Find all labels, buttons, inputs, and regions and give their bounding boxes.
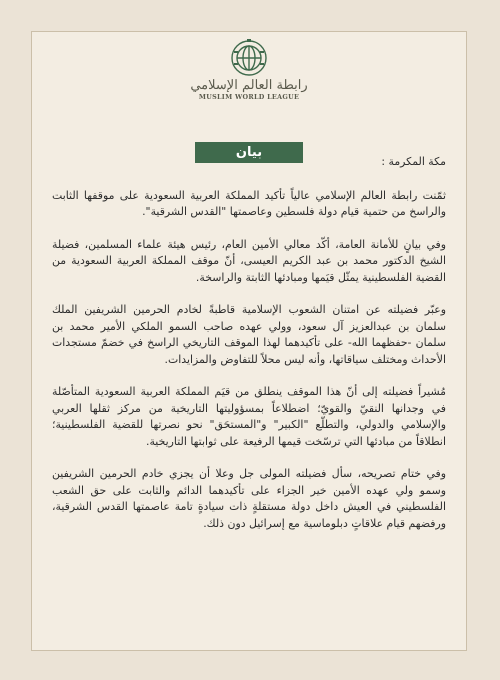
org-name-english: MUSLIM WORLD LEAGUE — [198, 93, 300, 101]
paragraph-5: وفي ختام تصريحه، سأل فضيلته المولى جل وعلا أن يجزي خادم الحرمين الشريفين وسمو ولي عهده الأمين خير الجزاء على تأكيدهما الدائم والثابت على حق الشعب الفلسطيني في العيش داخل دولة مستقلةٍ ذات سيادةٍ تامة عاصمتها القدس الشرقية، ورفضهم قيام علاقاتٍ دبلوماسية مع إسرائيل دون ذلك. — [52, 467, 446, 530]
statement-badge: بيان — [195, 142, 303, 163]
paragraph-1: ثمّنت رابطة العالم الإسلامي عالياً تأكيد المملكة العربية السعودية على موقفها الثابت والراسخ من حتمية قيام دولة فلسطين وعاصمتها "القدس الشرقية". — [52, 188, 446, 218]
statement-body — [52, 154, 446, 548]
paragraph-2: وفي بيانٍ للأمانة العامة، أكّد معالي الأمين العام، رئيس هيئة علماء المسلمين، فضيلة الشيخ الدكتور محمد بن عبد الكريم العيسى، أنّ موقف المملكة العربية السعودية من القضية الفلسطينية يمثّل قيَمها ومبادئها الثابتة والراسخة. — [52, 237, 446, 284]
paragraph-3: وعبّر فضيلته عن امتنان الشعوب الإسلامية قاطبةً لخادم الحرمين الشريفين الملك سلمان بن عبدالعزيز آل سعود، وولي عهده صاحب السمو الملكي الأمير محمد بن سلمان -حفظهما الله- على تأكيدهما لهذا الموقف التاريخي الراسخ في خضمّ مستجدات الأحداث ومختلف سياقاتها، وأنه ليس محلاً للتفاوض والمزايدات. — [52, 303, 446, 366]
dateline-location: مكة المكرمة : — [381, 155, 446, 168]
paragraph-4: مُشيراً فضيلته إلى أنّ هذا الموقف ينطلق من قيَم المملكة العربية السعودية المتأصّلة في وجدانها النقيّ والقويّ؛ اضطلاعاً بمسؤوليتها التاريخية من مركز ثقلها العربي والإسلامي والدولي، والتطلّع "الكبير" و"المستحَق" نحو نصرتها للقضية الفلسطينية؛ انطلاقاً من مبادئها التي ترسّخت قيمها الرفيعة على ثوابتها التاريخية. — [52, 385, 446, 448]
header — [32, 38, 466, 102]
statement-frame — [31, 31, 467, 651]
mwl-globe-emblem-icon — [230, 38, 268, 78]
org-name-arabic: رابطة العالم الإسلامي — [190, 78, 308, 93]
